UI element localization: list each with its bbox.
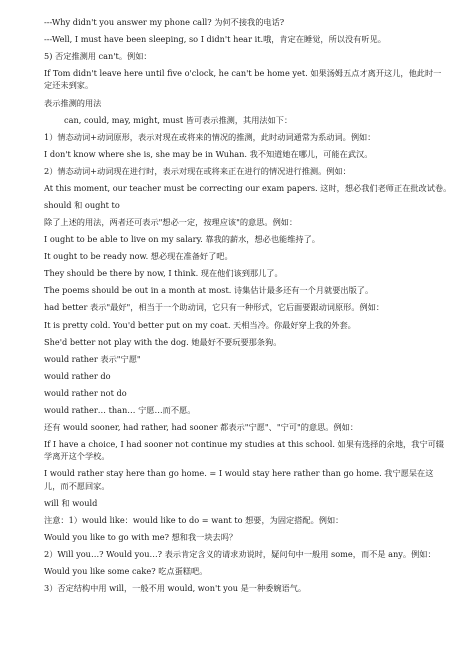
text-line: would rather not do — [44, 387, 127, 398]
text-line: If Tom didn't leave here until five o'clock, he can't be home yet. 如果汤姆五点才离开这儿，他此时一定还未到家。 — [44, 68, 442, 91]
text-line: I ought to be able to live on my salary. 靠我的薪水，想必也能维持了。 — [44, 234, 320, 245]
text-line: 2）情态动词+动词现在进行时，表示对现在或将来正在进行的情况进行推测。例如： — [44, 165, 351, 176]
text-line: ---Why didn't you answer my phone call? 为何不接我的电话? — [44, 17, 285, 27]
text-line: Would you like some cake? 吃点蛋糕吧。 — [44, 566, 208, 576]
text-line: Would you like to go with me? 想和我一块去吗？ — [44, 531, 238, 542]
text-line: will 和 would — [44, 497, 98, 508]
text-line: 5) 否定推测用 can't。例如： — [44, 51, 152, 62]
text-line: would rather 表示"宁愿" — [44, 353, 141, 364]
text-line: If I have a choice, I had sooner not continue my studies at this school. 如果有选择的余地，我宁可辍学离开这个学校。 — [44, 439, 444, 462]
text-line: 1）情态动词+动词原形，表示对现在或将来的情况的推测，此时动词通常为系动词。例如： — [44, 131, 376, 142]
text-line: can, could, may, might, must 皆可表示推测，其用法如下： — [64, 114, 293, 125]
text-line: I would rather stay here than go home. = I would stay here rather than go home. 我宁愿呆在这儿，而不愿回家。 — [44, 468, 434, 491]
text-line: 还有 would sooner, had rather, had sooner 都表示"宁愿"、"宁可"的意思。例如： — [44, 422, 359, 433]
text-line: 2）Will you…? Would you…? 表示肯定含义的请求劝说时，疑问句中一般用 some，而不是 any。例如： — [44, 548, 436, 559]
text-line: It ought to be ready now. 想必现在准备好了吧。 — [44, 251, 233, 262]
text-line: would rather do — [44, 370, 111, 381]
text-line: would rather… than… 宁愿…而不愿。 — [44, 404, 196, 415]
text-line: 注意：1）would like：would like to do = want to 想要，为固定搭配。例如： — [44, 514, 344, 525]
text-line: She'd better not play with the dog. 她最好不要玩要那条狗。 — [44, 336, 282, 347]
text-line: At this moment, our teacher must be correcting our exam papers. 这时，想必我们老师正在批改试卷。 — [44, 182, 452, 193]
text-line: It is pretty cold. You'd better put on my coat. 天相当冷。你最好穿上我的外套。 — [44, 319, 356, 330]
text-line: had better 表示"最好"，相当于一个助动词，它只有一种形式，它后面要跟动词原形。例如： — [44, 302, 385, 313]
text-line: should 和 ought to — [44, 200, 120, 210]
text-line: They should be there by now, I think. 现在他们该到那儿了。 — [44, 268, 283, 279]
text-line: ---Well, I must have been sleeping, so I didn't hear it.哦，肯定在睡觉，所以没有听见。 — [44, 34, 386, 45]
text-line: 除了上述的用法，两者还可表示"想必一定，按理应该"的意思。例如： — [44, 217, 298, 228]
text-line: 3）否定结构中用 will，一般不用 would, won't you 是一种委婉语气。 — [44, 583, 307, 594]
text-line: I don't know where she is, she may be in Wuhan. 我不知道她在哪儿，可能在武汉。 — [44, 148, 373, 159]
text-line: 表示推测的用法 — [44, 97, 102, 108]
text-line: The poems should be out in a month at most. 诗集估计最多还有一个月就要出版了。 — [44, 285, 374, 296]
document-body — [44, 16, 452, 599]
